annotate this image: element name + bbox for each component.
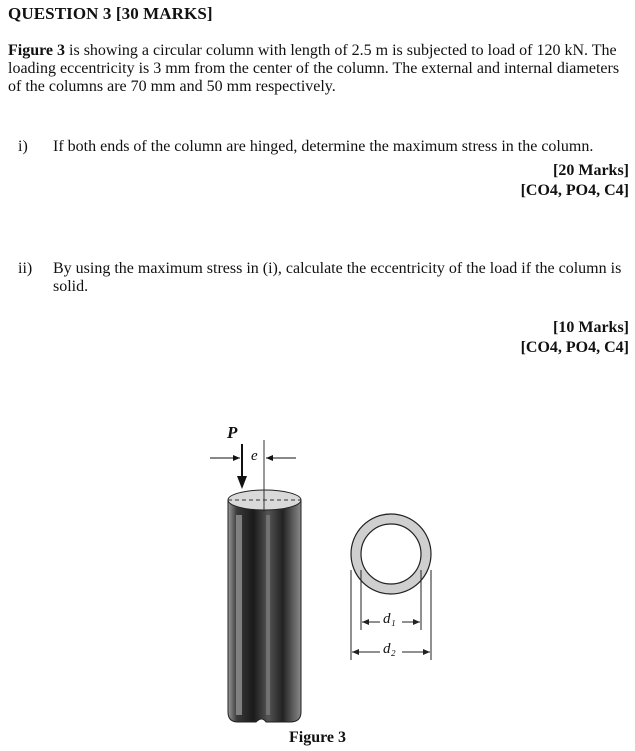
eccentricity-arrowhead-right bbox=[266, 455, 273, 461]
cross-section-inner bbox=[361, 524, 421, 584]
figure-caption: Figure 3 bbox=[288, 729, 347, 746]
inner-diameter-label: d₁ bbox=[383, 611, 396, 627]
sub-question-number: ii) bbox=[18, 260, 33, 277]
d1-arrowhead-left bbox=[362, 619, 369, 625]
d1-arrowhead-right bbox=[413, 619, 420, 625]
marks-label: [20 Marks] bbox=[553, 162, 629, 179]
sub-question-text: If both ends of the column are hinged, determine the maximum stress in the column. bbox=[53, 138, 594, 155]
sub-question-text: By using the maximum stress in (i), calculate the eccentricity of the load if the column is solid. bbox=[53, 260, 622, 295]
sub-question-number: i) bbox=[18, 138, 28, 155]
course-outcomes: [CO4, PO4, C4] bbox=[520, 339, 629, 356]
column-highlight bbox=[236, 515, 242, 715]
load-arrow-head bbox=[237, 476, 247, 489]
d2-arrowhead-left bbox=[352, 649, 359, 655]
load-label: P bbox=[227, 423, 238, 442]
course-outcomes: [CO4, PO4, C4] bbox=[520, 182, 629, 199]
eccentricity-label: e bbox=[251, 448, 258, 464]
column-highlight bbox=[266, 515, 270, 715]
question-heading: QUESTION 3 [30 MARKS] bbox=[8, 4, 213, 23]
figure-reference: Figure 3 bbox=[8, 42, 66, 59]
marks-label: [10 Marks] bbox=[553, 319, 629, 336]
intro-text: is showing a circular column with length of 2.5 m is subjected to load of 120 kN. The loading eccentricity is 3 mm from the center of the column. The external and internal diameters of the columns are 70 mm and 50 mm respectively. bbox=[8, 42, 620, 95]
d2-arrowhead-right bbox=[423, 649, 430, 655]
outer-diameter-label: d₂ bbox=[383, 641, 396, 657]
eccentricity-arrowhead-left bbox=[233, 455, 240, 461]
